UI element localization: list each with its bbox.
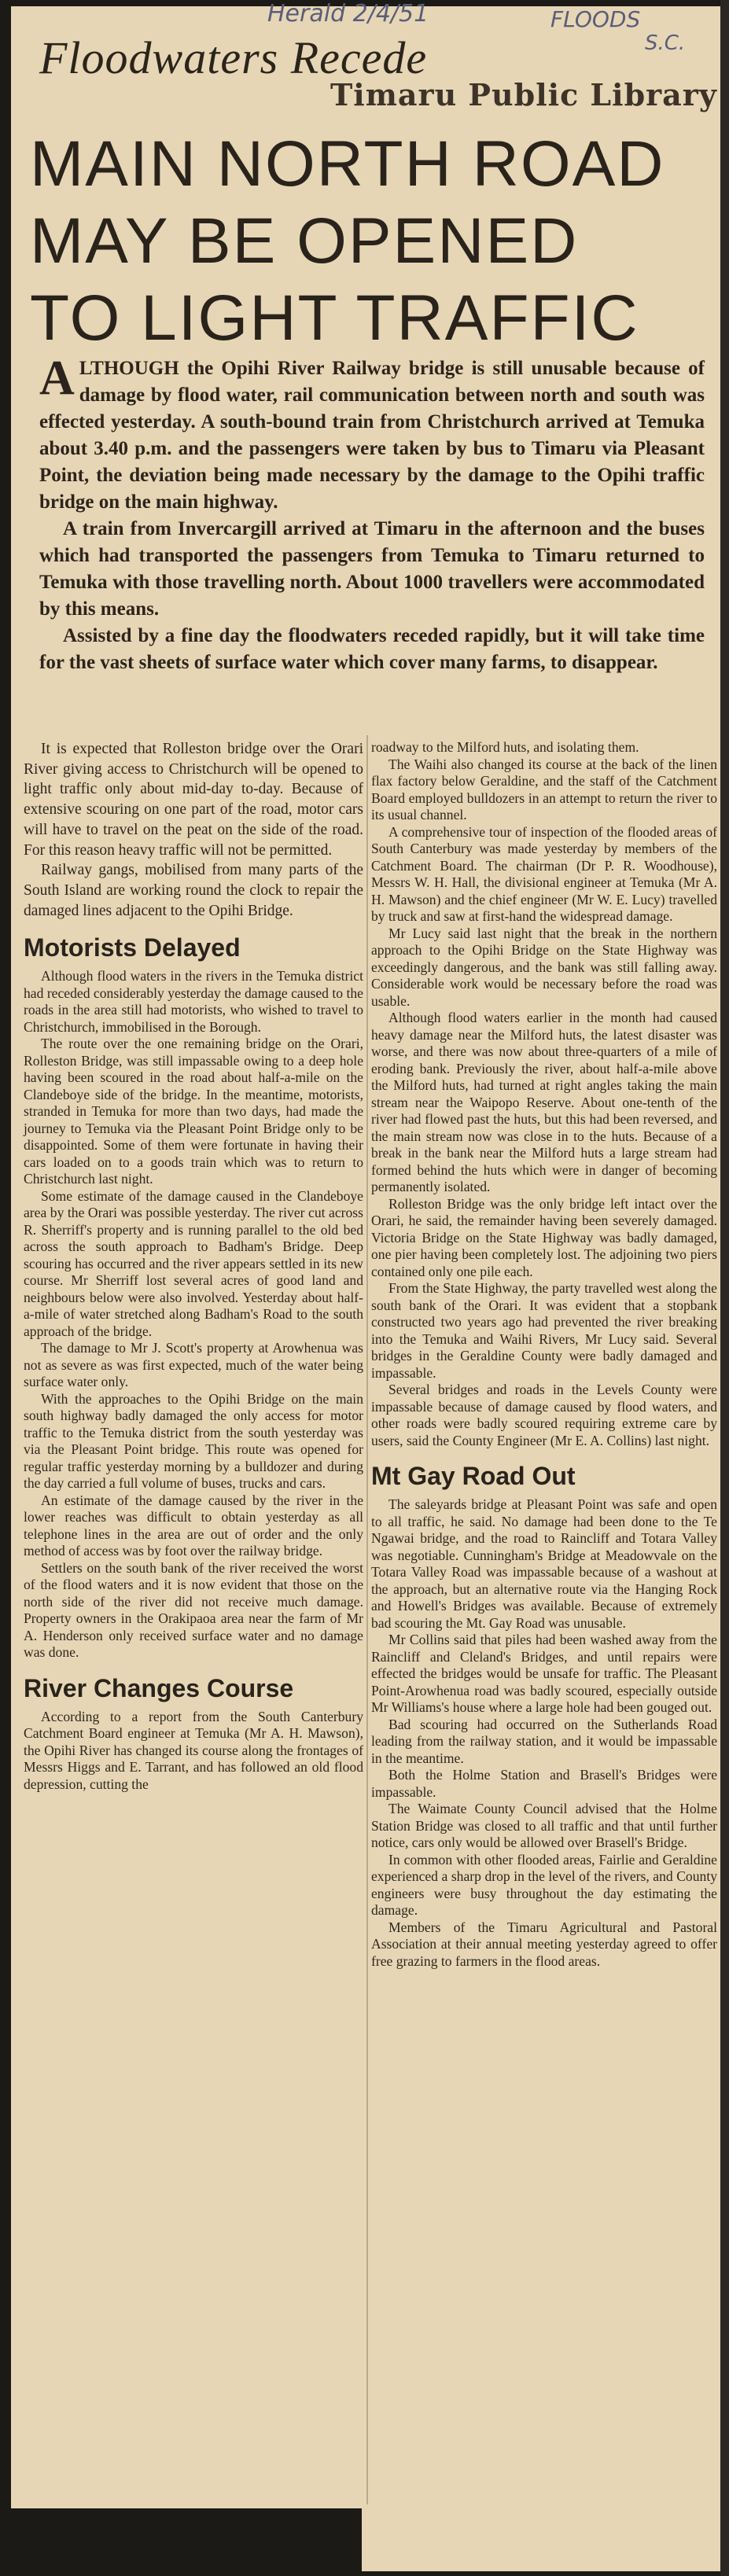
main-headline [30, 126, 706, 357]
column-divider [366, 735, 368, 2504]
paragraph: With the approaches to the Opihi Bridge on the main south highway badly damaged the only access for motor traffic to the Temuka district from the south yesterday was via the Pleasant Point bridge. This route was opened for regular traffic yesterday morning by a bulldozer and during the day carried a full volume of buses, trucks and cars. [24, 1390, 363, 1492]
subheading-mt-gay-road-out: Mt Gay Road Out [371, 1462, 576, 1490]
headline-line-1: MAIN NORTH ROAD [30, 128, 665, 200]
paragraph: Although flood waters earlier in the month had caused heavy damage near the Milford huts, the latest disaster was worse, and there was now about three-quarters of a mile of eroding bank. Previously the river, about half-a-mile above the Milford huts, had turned at right angles taking the main stream near the Waipopo Reserve. About one-tenth of the river had flowed past the huts, but this had been reversed, and the main stream now was close in to the huts. Because of a break in the bank near the Milford huts a large stream had formed behind the huts which were in danger of becoming permanently isolated. [371, 1010, 717, 1194]
paragraph: Mr Collins said that piles had been washed away from the Raincliff and Cleland's Bridges, and until repairs were effected the bridges would be unsafe for traffic. The Pleasant Point-Arowhenua road was badly scoured, especially outside Mr Williams's house where a large hole had been gouged out. [371, 1632, 717, 1715]
paragraph: Some estimate of the damage caused in the Clandeboye area by the Orari was possible yesterday. The river cut across R. Sherriff's property and is running parallel to the old bed across the south approach to Badham's Bridge. Deep scouring has occurred and the river appears settled in its new course. Mr Sherriff lost several acres of good land and neighbours below were also involved. Yesterday about half-a-mile of water stretched along Badham's Road to the south approach of the bridge. [24, 1187, 363, 1339]
paragraph: Railway gangs, mobilised from many parts of the South Island are working round the clock to repair the damaged lines adjacent to the Opihi Bridge. [24, 862, 363, 919]
lead-paragraphs [39, 351, 705, 676]
background-corner [0, 2508, 362, 2576]
paragraph: The Waihi also changed its course at the back of the linen flax factory below Geraldine, and the staff of the Catchment Board employed bulldozers in an attempt to return the river to its usual channel. [371, 756, 717, 822]
subheading-river-changes-course: River Changes Course [24, 1673, 294, 1702]
paragraph: From the State Highway, the party travelled west along the south bank of the Orari. It was evident that a stopbank constructed two years ago had prevented the river breaking into the Temuka and Waihi Rivers, Mr Lucy said. Several bridges in the Geraldine County were badly damaged and impassable. [371, 1280, 717, 1381]
paragraph: Mr Lucy said last night that the break in the northern approach to the Opihi Bridge on the State Highway was exceedingly dangerous, and the bank was still falling away. Considerable work would be necessary before the road was usable. [371, 925, 717, 1009]
headline-line-3: TO LIGHT TRAFFIC [30, 282, 639, 354]
lead-paragraph-2: A train from Invercargill arrived at Timaru in the afternoon and the buses which had transported the passengers from Temuka to Timaru returned to Temuka with those travelling north. About 1000 travellers were accommodated by this means. [39, 518, 705, 620]
paragraph: The Waimate County Council advised that the Holme Station Bridge was closed to all traffic and that until further notice, cars only would be allowed over Brasell's Bridge. [371, 1801, 717, 1850]
background-strip [720, 0, 729, 2576]
paragraph: Although flood waters in the rivers in the Temuka district had receded considerably yesterday the damage caused to the roads in the area still had motorists, who wished to travel to Christchurch, immobilised in the Borough. [24, 968, 363, 1035]
paragraph: The route over the one remaining bridge on the Orari, Rolleston Bridge, was still impassable owing to a deep hole having been scoured in the road about half-a-mile on the Clandeboye side of the bridge. In the meantime, motorists, stranded in Temuka for more than two days, had made the journey to Temuka via the Pleasant Point Bridge only to be disappointed. Some of them were fortunate in having their cars loaded on to a goods train which was to return to Christchurch last night. [24, 1036, 363, 1187]
paragraph: Both the Holme Station and Brasell's Bridges were impassable. [371, 1767, 717, 1800]
paragraph: Members of the Timaru Agricultural and Pastoral Association at their annual meeting yesterday agreed to offer free grazing to farmers in the flood areas. [371, 1919, 717, 1969]
library-stamp: Timaru Public Library [330, 77, 717, 112]
column-right [371, 739, 717, 1970]
drop-cap: A [39, 351, 75, 405]
column-left [24, 739, 363, 1793]
handwritten-topic-note: FLOODS [550, 6, 641, 32]
paragraph: Settlers on the south bank of the river received the worst of the flood waters and it is now evident that those on the north side of the river did not receive much damage. Property owners in the Orakipaoa area near the farm of Mr A. Henderson only received surface water and no damage was done. [24, 1559, 363, 1661]
paragraph: Rolleston Bridge was the only bridge left intact over the Orari, he said, the remainder having been severely damaged. Victoria Bridge on the State Highway was badly damaged, one pier having been completely lost. The adjoining two piers contained only one pile each. [371, 1195, 717, 1279]
paragraph: Several bridges and roads in the Levels County were impassable because of damage caused by flood waters, and other roads were badly scoured requiring extreme care by users, said the County Engineer (Mr E. A. Collins) last night. [371, 1382, 717, 1448]
headline-line-2: MAY BE OPENED [30, 205, 579, 277]
paragraph: roadway to the Milford huts, and isolating them. [371, 739, 639, 755]
lead-paragraph-1 [39, 351, 705, 516]
handwritten-region-note: S.C. [645, 31, 686, 55]
subheading-motorists-delayed: Motorists Delayed [24, 933, 241, 962]
paragraph: The saleyards bridge at Pleasant Point was safe and open to all traffic, he said. No damage had been done to the Te Ngawai bridge, and the road to Raincliff and Totara Valley was negotiable. Cunningham's Bridge at Meadowvale on the Totara Valley Road was impassable because of a washout at the approach, but an alternative route via the Hanging Rock and Howell's Bridges was available. Because of extremely bad scouring the Mt. Gay Road was unusable. [371, 1496, 717, 1631]
paragraph: According to a report from the South Canterbury Catchment Board engineer at Temuka (Mr A. H. Mawson), the Opihi River has changed its course along the frontages of Messrs Higgs and E. Tarrant, and has followed an old flood depression, cutting the [24, 1708, 363, 1792]
paragraph: Bad scouring had occurred on the Sutherlands Road leading from the railway station, and it would be impassable in the meantime. [371, 1716, 717, 1766]
paragraph: An estimate of the damage caused by the river in the lower reaches was difficult to obtain yesterday as all telephone lines in the area are out of order and the only method of access was by foot over the railway bridge. [24, 1492, 363, 1559]
paragraph: In common with other flooded areas, Fairlie and Geraldine experienced a sharp drop in the level of the rivers, and County engineers were busy throughout the day estimating the damage. [371, 1851, 717, 1918]
lead-text-1: LTHOUGH the Opihi River Railway bridge is still unusable because of damage by flood water, rail communication between north and south was effected yesterday. A south-bound train from Christchurch arrived at Temuka about 3.40 p.m. and the passengers were taken by bus to Timaru via Pleasant Point, the deviation being made necessary by the damage to the Opihi traffic bridge on the main highway. [39, 358, 705, 513]
paragraph: It is expected that Rolleston bridge over the Orari River giving access to Christchurch will be opened to light traffic only about mid-day to-day. Because of extensive scouring on one part of the road, motor cars will have to travel on the peat on the side of the road. For this reason heavy traffic will not be permitted. [24, 741, 363, 859]
paragraph: The damage to Mr J. Scott's property at Arowhenua was not as severe as was first expected, much of the water being surface water only. [24, 1340, 363, 1390]
handwritten-date-note: Herald 2/4/51 [267, 0, 429, 28]
lead-paragraph-3: Assisted by a fine day the floodwaters receded rapidly, but it will take time for the vast sheets of surface water which cover many farms, to disappear. [39, 625, 705, 673]
paragraph: A comprehensive tour of inspection of the flooded areas of South Canterbury was made yesterday by members of the Catchment Board. The chairman (Dr P. R. Woodhouse), Messrs W. H. Hall, the divisional engineer at Temuka (Mr A. H. Mawson) and the chief engineer (Mr W. E. Lucy) travelled by truck and saw at first-hand the widespread damage. [371, 823, 717, 924]
kicker-headline: Floodwaters Recede [39, 32, 428, 83]
